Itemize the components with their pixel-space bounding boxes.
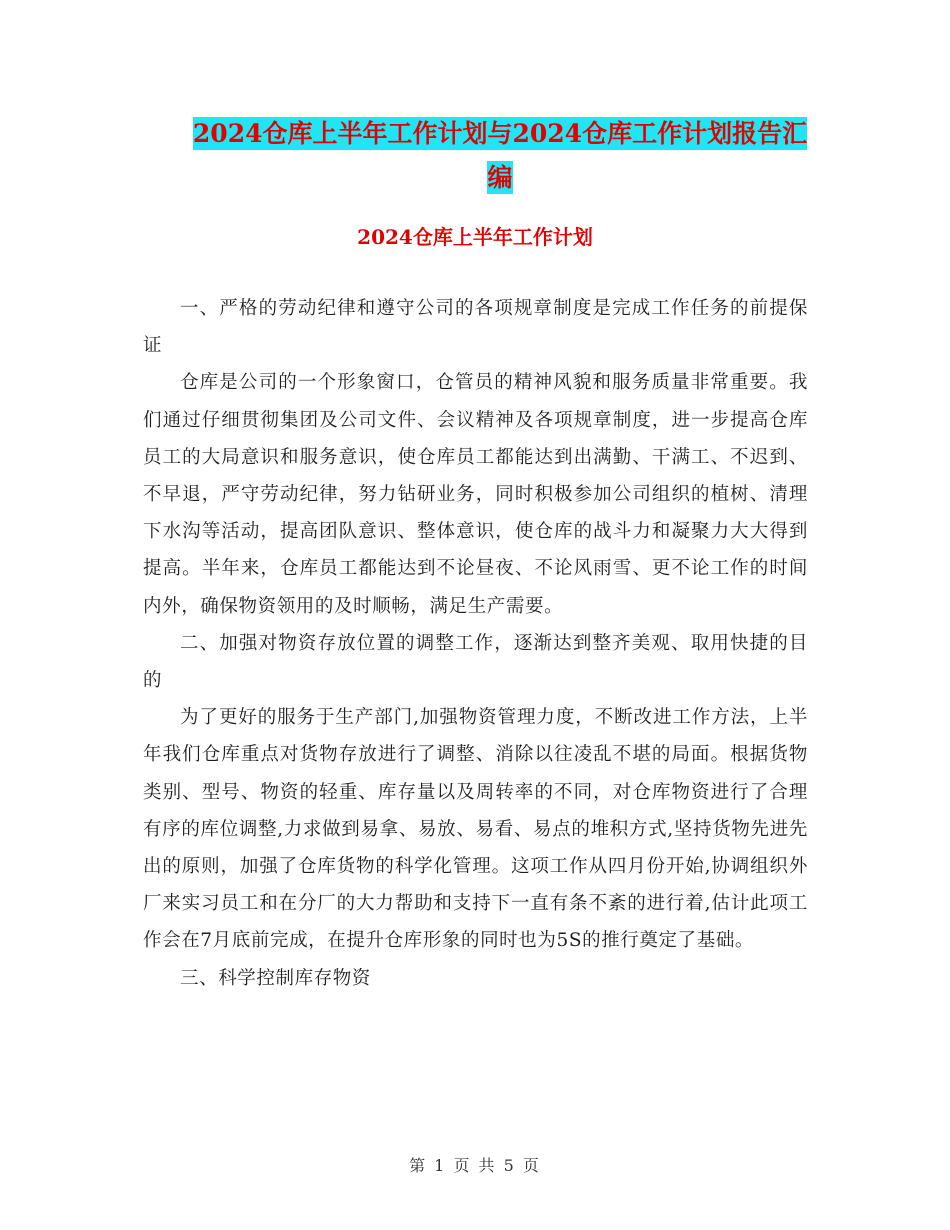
- body-paragraph-2: 为了更好的服务于生产部门,加强物资管理力度，不断改进工作方法，上半年我们仓库重点对货物存放进行了调整、消除以往凌乱不堪的局面。根据货物类别、型号、物资的轻重、库存量以及周转率的不同，对仓库物资进行了合理有序的库位调整,力求做到易拿、易放、易看、易点的堆积方式,坚持货物先进先出的原则，加强了仓库货物的科学化管理。这项工作从四月份开始,协调组织外厂来实习员工和在分厂的大力帮助和支持下一直有条不紊的进行着,估计此项工作会在7月底前完成，在提升仓库形象的同时也为5S的推行奠定了基础。: [143, 707, 808, 952]
- heading-paragraph-2: 二、加强对物资存放位置的调整工作，逐渐达到整齐美观、取用快捷的目的: [143, 632, 808, 692]
- body-paragraph-1: 仓库是公司的一个形象窗口，仓管员的精神风貌和服务质量非常重要。我们通过仔细贯彻集团及公司文件、会议精神及各项规章制度，进一步提高仓库员工的大局意识和服务意识，使仓库员工都能达到出满勤、干满工、不迟到、不早退，严守劳动纪律，努力钻研业务，同时积极参加公司组织的植树、清理下水沟等活动，提高团队意识、整体意识，使仓库的战斗力和凝聚力大大得到提高。半年来，仓库员工都能达到不论昼夜、不论风雨雪、更不论工作的时间内外，确保物资领用的及时顺畅，满足生产需要。: [143, 372, 808, 617]
- document-title-text: 2024仓库上半年工作计划与2024仓库工作计划报告汇编: [192, 119, 808, 192]
- document-title: [185, 112, 815, 200]
- page-number-footer: 第 1 页 共 5 页: [409, 1156, 541, 1175]
- section-title: 2024仓库上半年工作计划: [357, 225, 593, 249]
- heading-paragraph-3: 三、科学控制库存物资: [180, 967, 372, 989]
- document-body: [143, 290, 808, 997]
- heading-paragraph-1: 一、严格的劳动纪律和遵守公司的各项规章制度是完成工作任务的前提保证: [143, 298, 808, 357]
